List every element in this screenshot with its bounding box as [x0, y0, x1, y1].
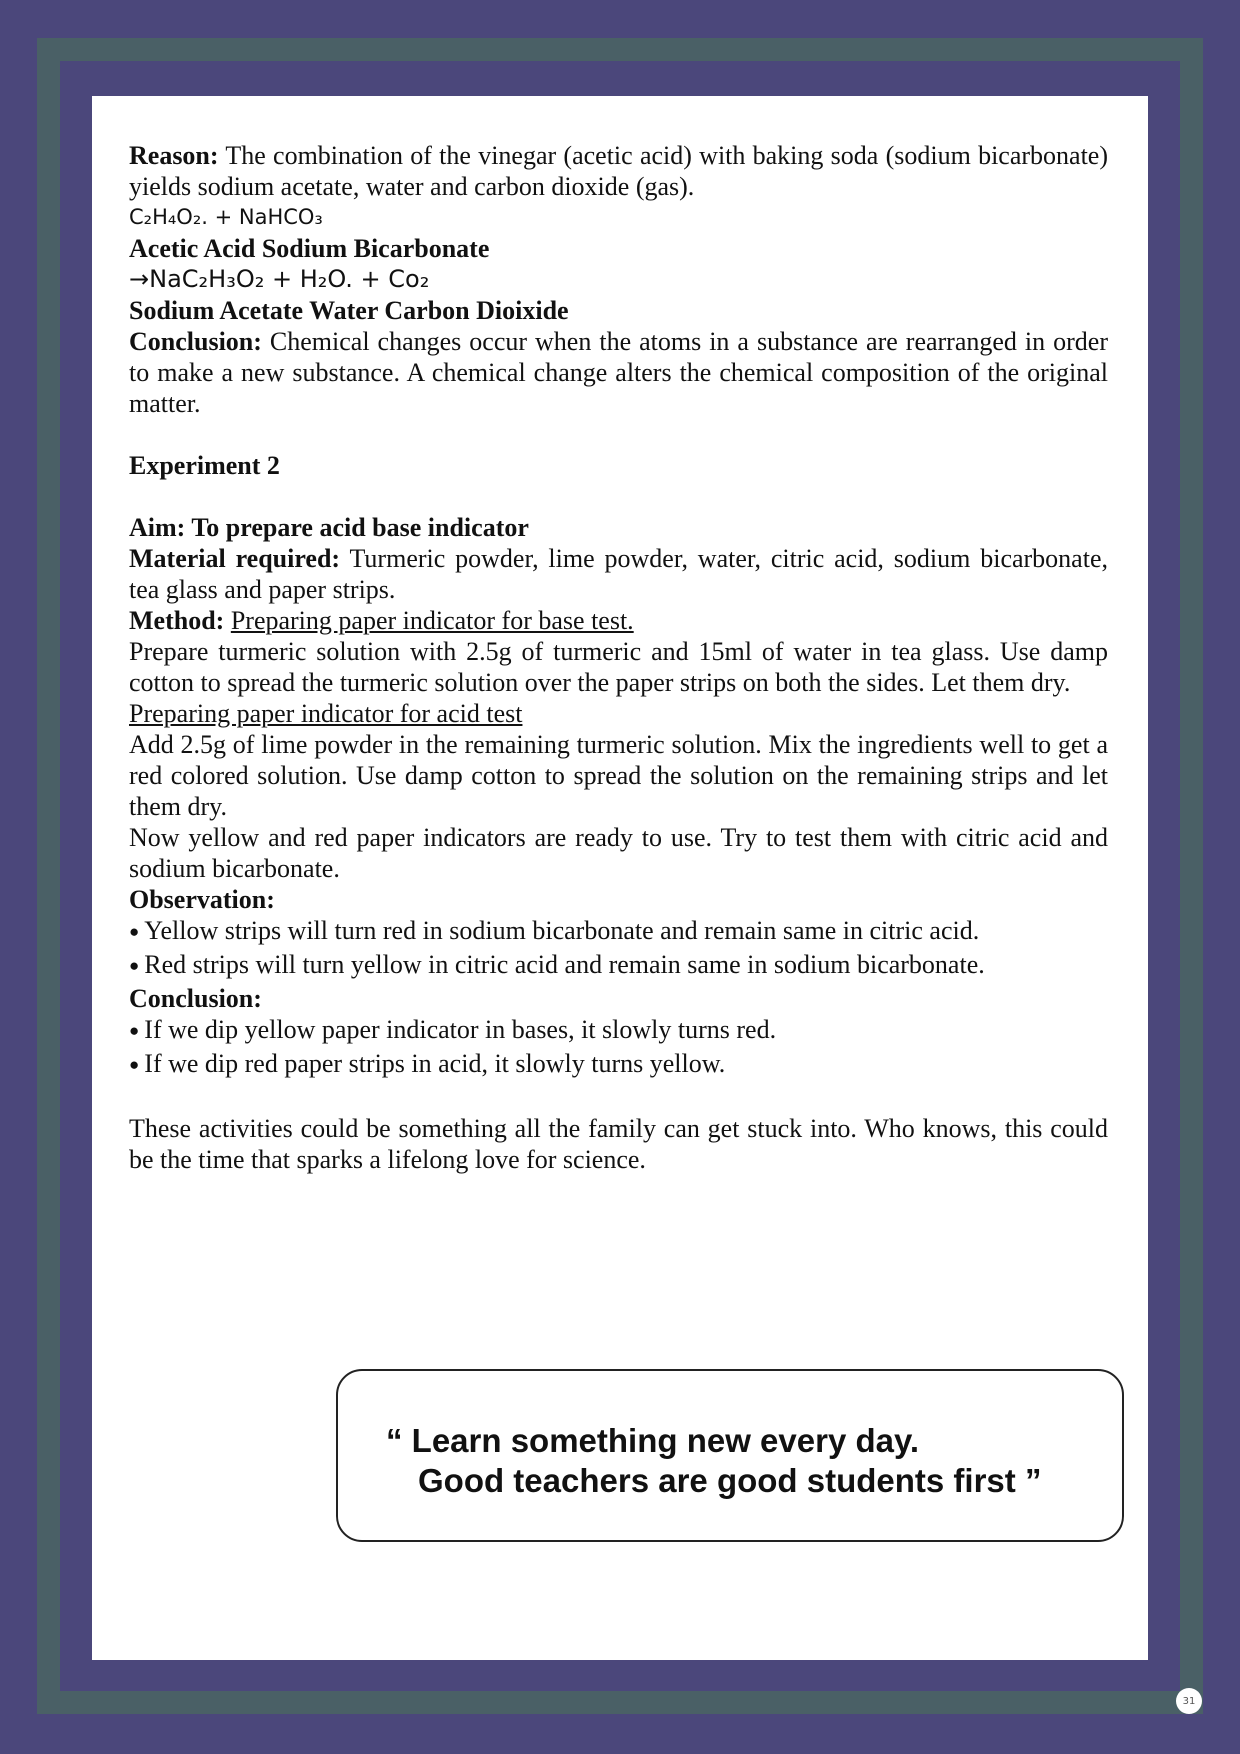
method-line — [129, 605, 1108, 636]
conclusion-text: Chemical changes occur when the atoms in a substance are rearranged in order to make a new substance. A chemical change alters the chemical composition of the original matter. — [129, 327, 1108, 418]
aim-heading: Aim: To prepare acid base indicator — [129, 513, 529, 542]
material-text: Turmeric powder, lime powder, water, citric acid, sodium bicarbonate, tea glass and paper strips. — [129, 544, 1108, 604]
reason-paragraph — [129, 140, 1108, 202]
conclusion-label: Conclusion: — [129, 327, 262, 356]
conclusion-paragraph — [129, 326, 1108, 419]
conclusion2-label: Conclusion: — [129, 984, 262, 1013]
closing-paragraph: These activities could be something all the family can get stuck into. Who knows, this could be the time that sparks a lifelong love for science. — [129, 1114, 1108, 1174]
page-number: 31 — [1176, 1688, 1202, 1714]
method-text-base: Prepare turmeric solution with 2.5g of turmeric and 15ml of water in tea glass. Use damp cotton to spread the turmeric solution over the paper strips on both the sides. Let them dry. — [129, 637, 1108, 697]
equation-product-names: Sodium Acetate Water Carbon Dioixide — [129, 296, 569, 325]
method-text-acid: Add 2.5g of lime powder in the remaining turmeric solution. Mix the ingredients well to get a red colored solution. Use damp cotton to spread the solution on the remaining strips and let them dry. — [129, 730, 1108, 821]
method-label: Method: — [129, 606, 225, 635]
equation-reactants: C₂H₄O₂. + NaHCO₃ — [129, 205, 323, 229]
method-subheading-acid: Preparing paper indicator for acid test — [129, 699, 523, 728]
conclusion-item: ● If we dip red paper strips in acid, it slowly turns yellow. — [129, 1048, 1108, 1082]
experiment-heading: Experiment 2 — [129, 451, 280, 480]
conclusion-item: ● If we dip yellow paper indicator in bases, it slowly turns red. — [129, 1014, 1108, 1048]
method-text-test: Now yellow and red paper indicators are ready to use. Try to test them with citric acid and sodium bicarbonate. — [129, 823, 1108, 883]
equation-products: →NaC₂H₃O₂ + H₂O. + Co₂ — [129, 265, 430, 293]
quote-line-2: Good teachers are good students first ” — [418, 1462, 1042, 1499]
quote-box — [336, 1369, 1124, 1542]
equation-reactant-names: Acetic Acid Sodium Bicarbonate — [129, 234, 490, 263]
method-subheading-base: Preparing paper indicator for base test. — [230, 606, 634, 635]
material-paragraph — [129, 543, 1108, 605]
document-page — [92, 96, 1148, 1660]
reason-label: Reason: — [129, 141, 219, 170]
reason-text: The combination of the vinegar (acetic acid) with baking soda (sodium bicarbonate) yields sodium acetate, water and carbon dioxide (gas). — [129, 141, 1108, 201]
observation-item: ● Red strips will turn yellow in citric acid and remain same in sodium bicarbonate. — [129, 949, 1108, 983]
observation-item: ● Yellow strips will turn red in sodium bicarbonate and remain same in citric acid. — [129, 915, 1108, 949]
observation-label: Observation: — [129, 885, 275, 914]
material-label: Material required: — [129, 544, 341, 573]
quote-line-1: “ Learn something new every day. — [386, 1422, 920, 1459]
page-content — [129, 140, 1108, 1175]
